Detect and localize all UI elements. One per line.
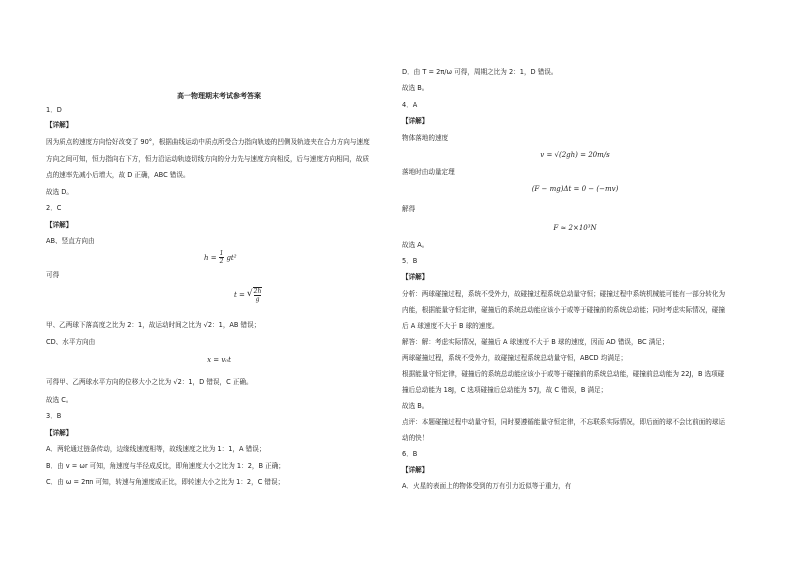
q5-detail-tag: 【详解】: [402, 273, 429, 281]
q4-detail-tag: 【详解】: [402, 117, 429, 125]
q1-detail-tag: 【详解】: [46, 121, 73, 129]
q5-comment-line: 点评：本题碰撞过程中动量守恒，同时要遵循能量守恒定律，不忘联系实际情况，即后面的球不会比前面的球运: [402, 418, 726, 426]
q4-text-line: 落地时由动量定理: [402, 168, 455, 176]
q2-text-line: AB、竖直方向由: [46, 237, 95, 245]
q2-detail-tag: 【详解】: [46, 221, 73, 229]
q2-equation-x: x = v₀t: [207, 356, 231, 364]
q1-text-line: 因为质点的速度方向恰好改变了 90°，根据曲线运动中质点所受合力指向轨迹的凹侧及轨迹夹在合力方向与速度: [46, 138, 370, 146]
q4-conclusion: 故选 A。: [402, 241, 429, 249]
q4-equation-f: F ≈ 2×10³N: [553, 224, 597, 232]
q3-option-b: B．由 v = ωr 可知，角速度与半径成反比，即角速度大小之比为 1：2，B 正确；: [46, 462, 285, 470]
q3-detail-tag: 【详解】: [46, 429, 73, 437]
q6-number: 6．B: [402, 450, 418, 458]
fraction-num: 2h: [253, 288, 262, 295]
q5-text-line: 后 A 球速度不大于 B 球的速度。: [402, 322, 499, 330]
q5-text-line: 内能，根据能量守恒定律，碰撞后的系统总动能应该小于或等于碰撞前的系统总动能；同时考虑实际情况，碰撞: [402, 306, 726, 314]
q4-equation-momentum: (F − mg)Δt = 0 − (−mv): [531, 185, 619, 193]
q5-comment-line: 动的快！: [402, 434, 429, 442]
q5-text-line: 撞后总动能为 18J，C 选项碰撞后总动能为 57J，故 C 错误，B 满足；: [402, 386, 608, 394]
q2-equation-t: [234, 287, 262, 303]
q1-text-line: 点的速率先减小后增大，故 D 正确，ABC 错误。: [46, 171, 190, 179]
q3-conclusion: 故选 B。: [402, 84, 429, 92]
q6-detail-tag: 【详解】: [402, 466, 429, 474]
q2-text-line: 可得甲、乙两球水平方向的位移大小之比为 √2：1，D 错误，C 正确。: [46, 378, 253, 386]
q5-conclusion: 故选 B。: [402, 402, 429, 410]
fraction-den: g: [255, 296, 260, 303]
square-root: √ $\frac{2h}{g}$: [246, 288, 262, 303]
q3-number: 3．B: [46, 412, 62, 420]
q2-text-line: 可得: [46, 271, 60, 279]
fraction-den: 2: [219, 258, 224, 265]
q3-option-c: C．由 ω = 2πn 可知，转速与角速度成正比，即转速大小之比为 1：2，C 错误；: [46, 478, 285, 486]
q5-text-line: 分析：两球碰撞过程，系统不受外力，故碰撞过程系统总动量守恒；碰撞过程中系统机械能可能有一部分转化为: [402, 290, 726, 298]
document-title: 高一物理期末考试参考答案: [177, 92, 261, 100]
q2-conclusion: 故选 C。: [46, 396, 73, 404]
q5-text-line: 根据能量守恒定律，碰撞后的系统总动能应该小于或等于碰撞前的系统总动能，碰撞前总动能为 22J，B 选项碰: [402, 370, 725, 378]
eq-lhs: t =: [234, 291, 245, 299]
q3-option-d: D．由 T = 2π/ω 可得，周期之比为 2：1，D 错误。: [402, 68, 558, 76]
q2-equation-h: [204, 250, 237, 265]
fraction: [219, 250, 225, 265]
q1-number: 1．D: [46, 106, 62, 114]
q5-text-line: 解答：解：考虑实际情况，碰撞后 A 球速度不大于 B 球的速度，因而 AD 错误，BC 满足；: [402, 338, 669, 346]
q2-text-line: CD、水平方向由: [46, 338, 96, 346]
fraction-num: 1: [219, 250, 224, 257]
eq-rhs: gt²: [226, 253, 237, 262]
q1-conclusion: 故选 D。: [46, 188, 73, 196]
q2-number: 2．C: [46, 204, 62, 212]
q1-text-line: 方向之间可知，恒力指向右下方，恒力沿运动轨迹切线方向的分力先与速度方向相反，后与速度方向相同，故质: [46, 155, 370, 163]
q5-number: 5．B: [402, 257, 418, 265]
q4-text-line: 解得: [402, 205, 416, 213]
q4-text-line: 物体落地的速度: [402, 134, 449, 142]
q2-text-line: 甲、乙两球下落高度之比为 2：1，故运动时间之比为 √2：1，AB 错误；: [46, 321, 261, 329]
q6-option-a: A．火星的表面上的物体受到的万有引力近似等于重力，有: [402, 482, 572, 490]
q4-equation-v: v = √(2gh) = 20m/s: [540, 151, 610, 159]
q5-text-line: 两球碰撞过程，系统不受外力，故碰撞过程系统总动量守恒，ABCD 均满足；: [402, 354, 628, 362]
eq-lhs: h =: [204, 253, 217, 262]
q3-option-a: A．两轮通过链条传动，边缘线速度相等，故线速度之比为 1：1，A 错误；: [46, 445, 266, 453]
q4-number: 4．A: [402, 101, 418, 109]
